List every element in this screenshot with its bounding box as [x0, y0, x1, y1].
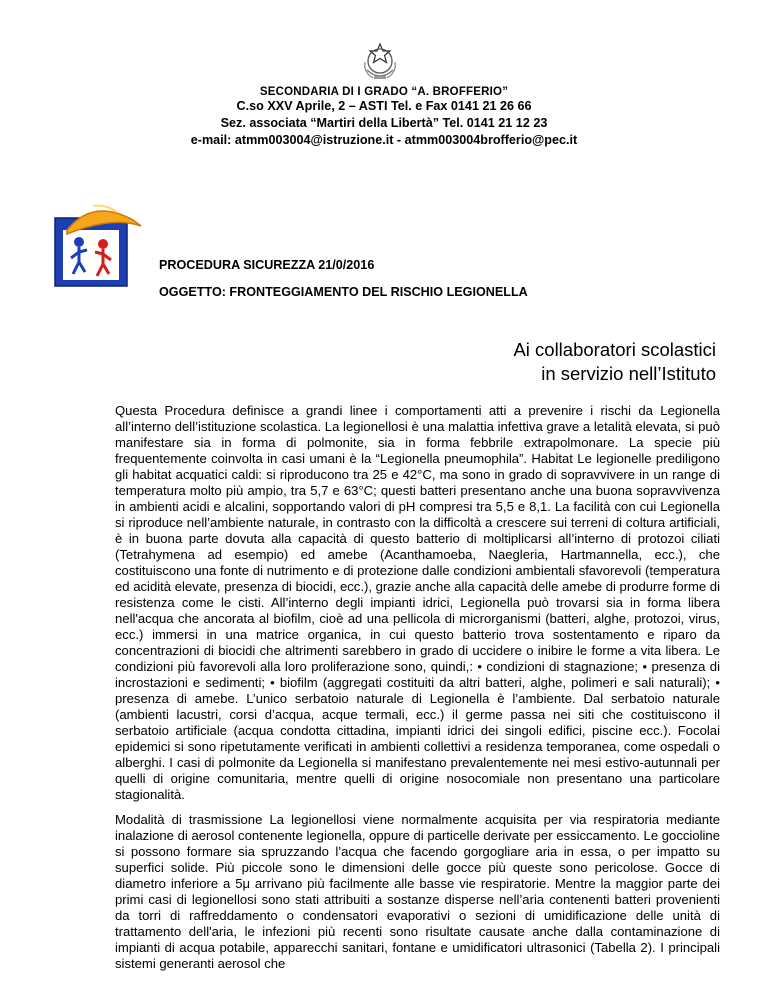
- recipient-block: [513, 338, 716, 386]
- paragraph-transmission: Modalità di trasmissione La legionellosi viene normalmente acquisita per via respiratoria mediante inalazione di aerosol contenente legionella, oppure di particelle derivate per essiccamento. Le goccioline si possono formare sia spruzzando l’acqua che facendo gorgogliare aria in essa, o per impatto su superfici solide. Più piccole sono le dimensioni delle gocce più queste sono pericolose. Gocce di diametro inferiore a 5μ arrivano più facilmente alle basse vie respiratorie. Mentre la maggior parte dei primi casi di legionellosi sono stati attribuiti a sostanze disperse nell’aria contenenti batteri provenienti da torri di raffreddamento o condensatori evaporativi o sezioni di umidificazione delle unità di trattamento dell'aria, le infezioni più recenti sono risultate causate anche dalla contaminazione di impianti di acqua potabile, apparecchi sanitari, fontane e umidificatori ultrasonici (Tabella 2). I principali sistemi generanti aerosol che: [115, 812, 720, 971]
- school-name: SECONDARIA DI I GRADO “A. BROFFERIO”: [259, 86, 509, 98]
- school-email: e-mail: atmm003004@istruzione.it - atmm003004brofferio@pec.it: [190, 133, 578, 147]
- republic-emblem-icon: [359, 40, 401, 84]
- recipient-line-1: Ai collaboratori scolastici: [513, 339, 716, 360]
- procedure-title: PROCEDURA SICUREZZA 21/0/2016: [159, 258, 375, 272]
- school-branch: Sez. associata “Martiri della Libertà” Tel. 0141 21 12 23: [220, 116, 548, 130]
- safety-logo-icon: [53, 200, 145, 288]
- school-header: [0, 86, 768, 149]
- school-address: C.so XXV Aprile, 2 – ASTI Tel. e Fax 0141 21 26 66: [236, 99, 532, 113]
- document-body: [115, 403, 720, 981]
- recipient-line-2: in servizio nell’Istituto: [541, 363, 716, 384]
- paragraph-habitat: Questa Procedura definisce a grandi linee i comportamenti atti a prevenire i rischi da Legionella all’interno dell’istituzione scolastica. La legionellosi è una malattia infettiva grave a letalità elevata, si può manifestare sia in forma di polmonite, sia in forma febbrile extrapolmonare. La specie più frequentemente coinvolta in casi umani è la “Legionella pneumophila”. Habitat Le legionelle prediligono gli habitat acquatici caldi: si riproducono tra 25 e 42°C, ma sono in grado di sopravvivere in un range di temperatura molto più ampio, tra 5,7 e 63°C; questi batteri presentano anche una buona sopravvivenza in ambienti acidi e alcalini, sopportando valori di pH compresi tra 5,5 e 8,1. La facilità con cui Legionella si riproduce nell’ambiente naturale, in contrasto con la difficoltà a crescere sui terreni di coltura artificiali, è in buona parte dovuta alla capacità di questo batterio di moltiplicarsi all’interno di protozoi ciliati (Tetrahymena ad esempio) ed amebe (Acanthamoeba, Naegleria, Hartmannella, ecc.), che costituiscono una fonte di nutrimento e di protezione dalle condizioni ambientali sfavorevoli (temperatura ed acidità elevate, presenza di biocidi, ecc.), grazie anche alla capacità delle amebe di produrre forme di resistenza come le cisti. All’interno degli impianti idrici, Legionella può trovarsi sia in forma libera nell'acqua che ancorata al biofilm, cioè ad una pellicola di microrganismi (batteri, alghe, protozoi, virus, ecc.) immersi in una matrice organica, in cui questo batterio trova sostentamento e riparo da concentrazioni di biocidi che altrimenti sarebbero in grado di uccidere o inibire le forme a vita libera. Le condizioni più favorevoli alla loro proliferazione sono, quindi,: • condizioni di stagnazione; • presenza di incrostazioni e sedimenti; • biofilm (aggregati costituiti da altri batteri, alghe, polimeri e sali naturali); • presenza di amebe. L’unico serbatoio naturale di Legionella è l’ambiente. Dal serbatoio naturale (ambienti lacustri, corsi d’acqua, acque termali, ecc.) il germe passa nei siti che costituiscono il serbatoio artificiale (acqua condotta cittadina, impianti idrici dei singoli edifici, piscine ecc.). Focolai epidemici si sono ripetutamente verificati in ambienti collettivi a residenza temporanea, come ospedali o alberghi. I casi di polmonite da Legionella si manifestano prevalentemente nei mesi estivo-autunnali per quelli di origine comunitaria, mentre quelli di origine nosocomiale non presentano una particolare stagionalità.: [115, 403, 720, 802]
- subject-line: OGGETTO: FRONTEGGIAMENTO DEL RISCHIO LEGIONELLA: [159, 285, 528, 299]
